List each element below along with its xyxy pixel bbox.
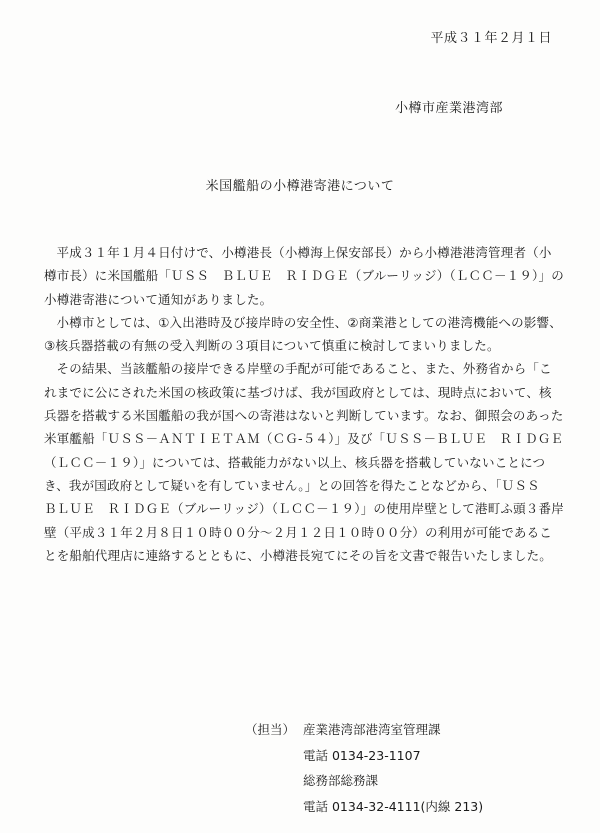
body-paragraph-1: 平成３１年１月４日付けで、小樽港長（小樽海上保安部長）から小樽港港湾管理者（小樽市長）に米国艦船「ＵＳＳ ＢＬＵＥ ＲＩＤＧＥ（ブルーリッジ）（ＬＣＣ－１９）」の小樽港寄港について通知がありました。 bbox=[44, 245, 564, 307]
contact-dept2: 総務部総務課 bbox=[303, 773, 379, 789]
contact-row-dept2 bbox=[245, 768, 483, 794]
document-body bbox=[44, 241, 564, 567]
contact-dept1: 産業港湾部港湾室管理課 bbox=[303, 722, 441, 737]
contact-label: （担当） bbox=[245, 722, 296, 737]
contact-row-phone2 bbox=[245, 794, 483, 820]
contact-row-phone1 bbox=[245, 743, 483, 769]
contact-phone1: 電話 0134-23-1107 bbox=[303, 747, 421, 763]
document-title: 米国艦船の小樽港寄港について bbox=[205, 179, 395, 194]
document-date: 平成３１年２月１日 bbox=[430, 31, 552, 46]
body-paragraph-3: その結果、当該艦船の接岸できる岸壁の手配が可能であること、また、外務省から「これまでに公にされた米国の核政策に基づけば、我が国政府としては、現時点において、核兵器を搭載する米国艦船の我が国への寄港はないと判断しています。なお、御照会のあった米軍艦船「ＵＳＳ－ＡＮＴＩＥＴＡＭ（ＣＧ-５４）」及び「ＵＳＳ－ＢＬＵＥ ＲＩＤＧＥ（ＬＣＣ－１９）」については、搭載能力がない以上、核兵器を搭載していないことにつき、我が国政府として疑いを有していません。」との回答を得たことなどから、「ＵＳＳ ＢＬＵＥ ＲＩＤＧＥ（ブルーリッジ）（ＬＣＣ－１９）」の使用岸壁として港町ふ頭３番岸壁（平成３１年２月８日１０時００分～２月１２日１０時００分）の利用が可能であることを船舶代理店に連絡するとともに、小樽港長宛てにその旨を文書で報告いたしました。 bbox=[44, 361, 564, 563]
issuer-name: 小樽市産業港湾部 bbox=[395, 101, 504, 116]
body-paragraph-2: 小樽市としては、①入出港時及び接岸時の安全性、②商業港としての港湾機能への影響、③核兵器搭載の有無の受入判断の３項目について慎重に検討してまいりました。 bbox=[44, 314, 562, 354]
contact-block bbox=[245, 717, 483, 820]
contact-phone2: 電話 0134-32-4111(内線 213) bbox=[303, 799, 484, 815]
contact-row-dept1 bbox=[245, 717, 483, 743]
